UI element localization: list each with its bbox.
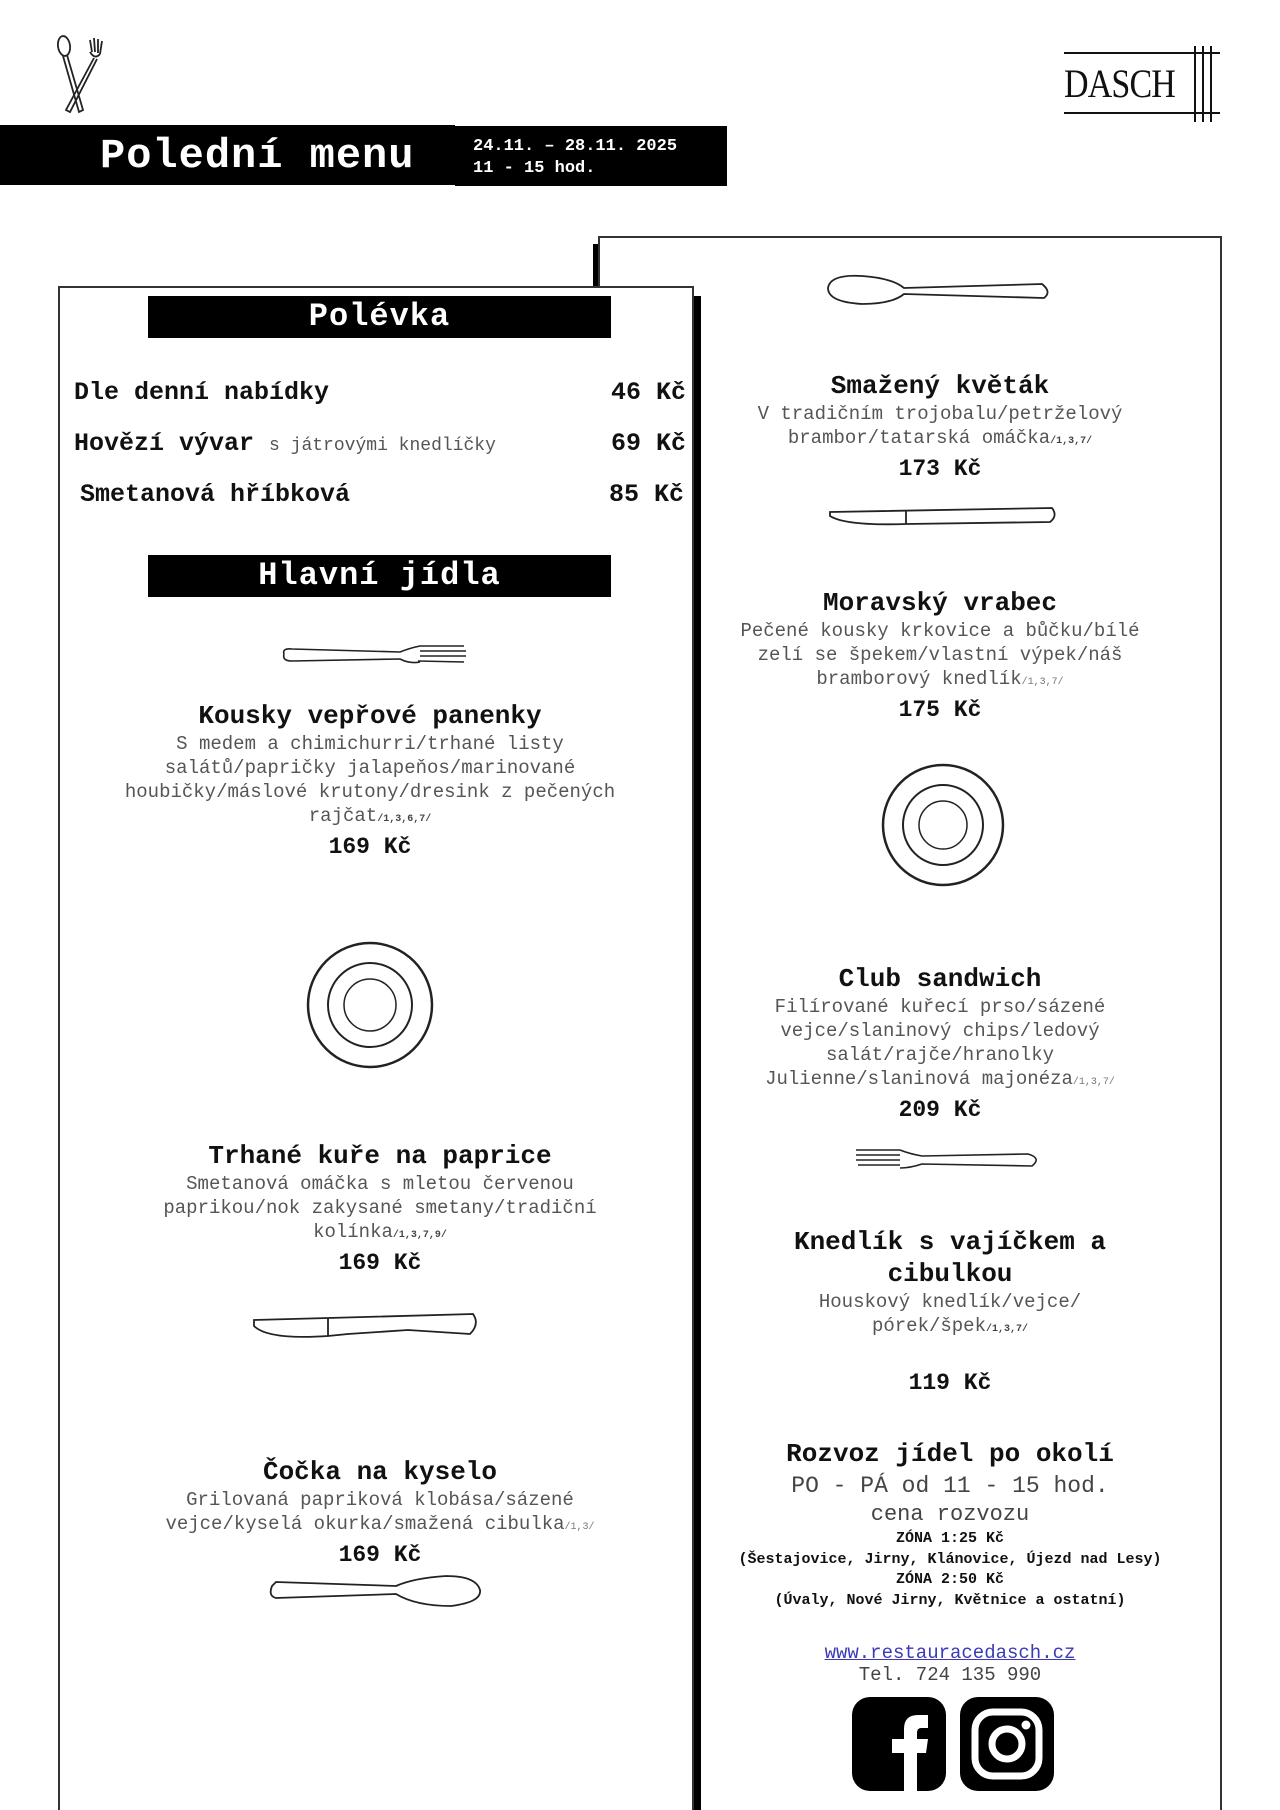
zone-label: ZÓNA 1:25 Kč	[895, 1530, 1005, 1547]
desc-line: houbičky/máslové krutony/dresink z pečených	[124, 781, 616, 803]
dish-title: Club sandwich	[838, 964, 1042, 994]
desc-text: brambor/tatarská omáčka	[787, 427, 1051, 449]
dasch-logo	[1060, 42, 1220, 122]
dish-description	[700, 402, 1180, 454]
delivery-title: Rozvoz jídel po okolí	[786, 1439, 1114, 1469]
desc-line	[700, 667, 1180, 695]
desc-line: salátů/papričky jalapeňos/marinované	[164, 757, 576, 779]
desc-line: Filírované kuřecí prso/sázené	[774, 996, 1106, 1018]
instagram-icon[interactable]	[960, 1697, 1054, 1791]
allergens: /1,3,7,9/	[392, 1230, 447, 1241]
allergens: /1,3,7/	[1021, 677, 1064, 688]
allergens: /1,3,7/	[986, 1324, 1029, 1335]
section-heading-soups: Polévka	[148, 296, 611, 338]
delivery-info	[700, 1437, 1200, 1611]
soup-name: Smetanová hříbková	[80, 480, 351, 509]
dish-price: 119 Kč	[908, 1370, 992, 1396]
allergens: /1,3,7/	[1050, 436, 1093, 447]
zone-areas: (Šestajovice, Jirny, Klánovice, Újezd nad Lesy)	[738, 1551, 1162, 1568]
allergens: /1,3,6,7/	[377, 814, 432, 825]
dish-price: 169 Kč	[338, 1542, 422, 1568]
dish-item	[700, 587, 1180, 725]
desc-line: Smetanová omáčka s mletou červenou	[186, 1173, 574, 1195]
desc-line	[720, 1067, 1160, 1095]
phone-number: Tel. 724 135 990	[858, 1664, 1042, 1686]
soup-price: 46 Kč	[610, 378, 686, 407]
soup-name-wrap	[74, 429, 496, 458]
dish-price: 169 Kč	[338, 1250, 422, 1276]
dish-description	[720, 995, 1160, 1095]
desc-line: S medem a chimichurri/trhané listy	[176, 733, 564, 755]
dish-title: Trhané kuře na paprice	[208, 1141, 552, 1171]
dish-item	[720, 963, 1160, 1125]
knife-illustration-icon	[826, 500, 1056, 532]
crossed-cutlery-icon	[52, 32, 108, 116]
dish-item	[100, 1456, 660, 1570]
desc-line: Grilovaná papriková klobása/sázené	[186, 1489, 574, 1511]
fork-illustration-icon	[852, 1146, 1042, 1174]
desc-text: Julienne/slaninová majonéza	[765, 1068, 1073, 1090]
soup-name: Dle denní nabídky	[74, 378, 330, 407]
desc-text: kolínka	[313, 1221, 393, 1243]
dish-title: Smažený květák	[830, 371, 1050, 401]
dish-description	[100, 1488, 660, 1540]
soup-price: 85 Kč	[608, 480, 684, 509]
brand-wordmark: DASCH	[1064, 61, 1176, 106]
desc-line	[100, 1220, 660, 1248]
desc-line	[80, 804, 660, 832]
page-title: Polední menu	[100, 132, 415, 180]
section-heading-mains: Hlavní jídla	[148, 555, 611, 597]
desc-line: zelí se špekem/vlastní výpek/náš	[757, 644, 1123, 666]
opening-hours: 11 - 15 hod.	[473, 159, 596, 178]
plate-illustration-icon	[876, 758, 1010, 892]
allergens: /1,3/	[564, 1522, 595, 1533]
spoon-illustration-icon	[822, 268, 1056, 308]
dish-item	[740, 1226, 1160, 1398]
soup-note: s játrovými knedlíčky	[269, 436, 496, 456]
zone-label: ZÓNA 2:50 Kč	[895, 1571, 1005, 1588]
dish-price: 173 Kč	[898, 456, 982, 482]
dish-title	[740, 1226, 1160, 1290]
soup-name: Hovězí vývar	[74, 429, 255, 458]
spoon-illustration-icon	[266, 1572, 486, 1612]
desc-text: bramborový knedlík	[816, 668, 1022, 690]
delivery-price-label: cena rozvozu	[870, 1502, 1030, 1527]
soup-item	[80, 480, 684, 512]
desc-line: paprikou/nok zakysané smetany/tradiční	[163, 1197, 597, 1219]
website-link[interactable]: www.restauracedasch.cz	[824, 1642, 1076, 1664]
allergens: /1,3,7/	[1072, 1077, 1115, 1088]
title-line: cibulkou	[887, 1259, 1013, 1289]
dish-price: 209 Kč	[898, 1097, 982, 1123]
dish-description	[80, 732, 660, 832]
dish-item	[100, 1140, 660, 1278]
desc-line	[700, 426, 1180, 454]
date-range: 24.11. – 28.11. 2025	[473, 137, 678, 156]
title-line: Knedlík s vajíčkem a	[793, 1227, 1107, 1257]
dish-price: 175 Kč	[898, 697, 982, 723]
knife-illustration-icon	[248, 1306, 478, 1346]
soup-item	[74, 429, 686, 461]
dish-description	[700, 619, 1180, 695]
plate-illustration-icon	[300, 935, 440, 1075]
dish-description	[740, 1290, 1160, 1342]
fork-illustration-icon	[280, 640, 470, 670]
dish-title: Kousky vepřové panenky	[198, 701, 542, 731]
desc-line: vejce/slaninový chips/ledový	[780, 1020, 1100, 1042]
dish-description	[100, 1172, 660, 1248]
soup-price: 69 Kč	[610, 429, 686, 458]
dish-item	[700, 370, 1180, 484]
desc-line: V tradičním trojobalu/petrželový	[757, 403, 1123, 425]
desc-text: vejce/kyselá okurka/smažená cibulka	[165, 1513, 565, 1535]
desc-line	[100, 1512, 660, 1540]
contact-info	[780, 1642, 1120, 1686]
desc-line: Houskový knedlík/vejce/	[818, 1291, 1082, 1313]
zone-areas: (Úvaly, Nové Jirny, Květnice a ostatní)	[774, 1592, 1126, 1609]
dish-item	[80, 700, 660, 862]
delivery-hours: PO - PÁ od 11 - 15 hod.	[791, 1473, 1109, 1499]
soup-item	[74, 378, 686, 410]
dish-title: Moravský vrabec	[822, 588, 1058, 618]
desc-line: salát/rajče/hranolky	[825, 1044, 1055, 1066]
dish-price: 169 Kč	[328, 834, 412, 860]
desc-line: Pečené kousky krkovice a bůčku/bílé	[740, 620, 1140, 642]
desc-text: rajčat	[308, 805, 378, 827]
date-hours	[473, 136, 677, 180]
desc-text: pórek/špek	[871, 1315, 986, 1337]
dish-title: Čočka na kyselo	[262, 1457, 498, 1487]
facebook-icon[interactable]	[852, 1697, 946, 1791]
desc-line	[740, 1314, 1160, 1342]
